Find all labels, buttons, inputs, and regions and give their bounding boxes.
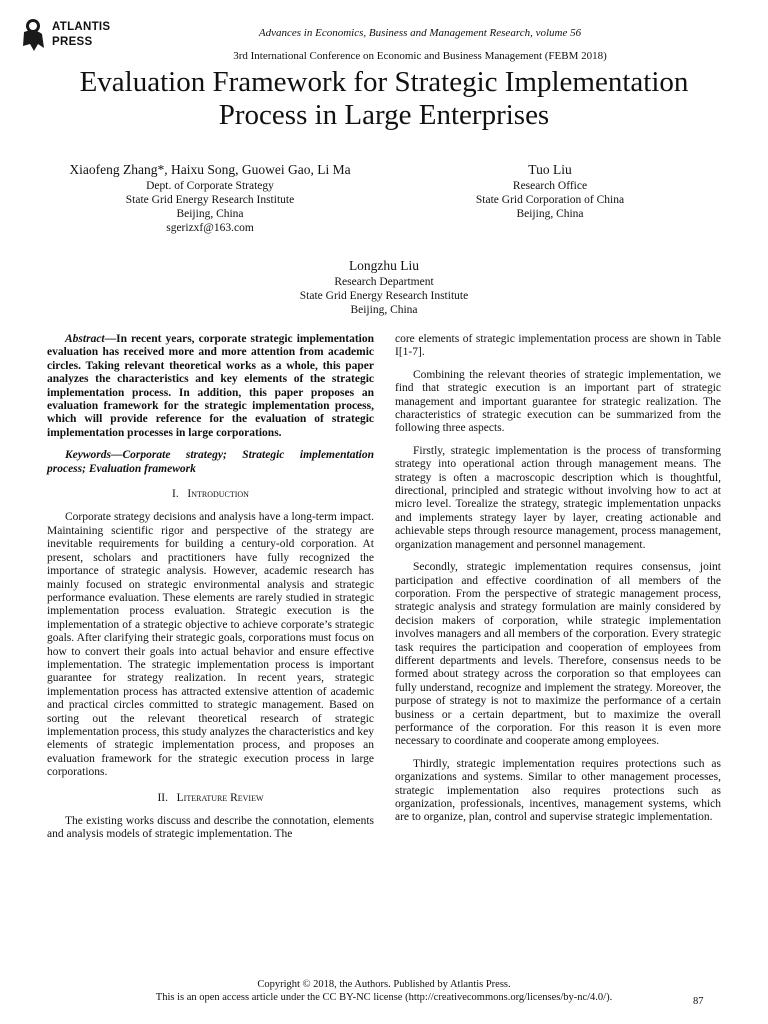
- body-paragraph: Combining the relevant theories of strategic implementation, we find that strategic execution is an important part of strategic management and important guarantee for strategic realization. The characteristics of strategic execution can be summarized from the following three aspects.: [395, 368, 721, 435]
- section-numeral: I.: [172, 488, 179, 501]
- copyright-line: Copyright © 2018, the Authors. Published by Atlantis Press.: [257, 979, 511, 990]
- keywords-text: —Corporate strategy; Strategic implementation process; Evaluation framework: [47, 449, 374, 475]
- author-block-1: [40, 161, 380, 235]
- author-dept: Research Office: [512, 180, 588, 192]
- abstract: [47, 333, 374, 440]
- logo-line2: PRESS: [52, 36, 93, 48]
- page-footer: [60, 978, 708, 1004]
- title-line1: Evaluation Framework for Strategic Implementation: [79, 66, 689, 98]
- author-city: Beijing, China: [350, 304, 418, 316]
- author-org: State Grid Energy Research Institute: [125, 194, 295, 206]
- license-line: This is an open access article under the CC BY-NC license (http://creativecommons.org/licenses/by-nc/4.0/).: [155, 992, 613, 1003]
- section-title: Introduction: [187, 488, 249, 501]
- paper-title: [30, 66, 738, 132]
- title-line2: Process in Large Enterprises: [218, 99, 550, 131]
- literature-paragraph: The existing works discuss and describe the connotation, elements and analysis models of strategic implementation. The: [47, 815, 374, 841]
- author-dept: Dept. of Corporate Strategy: [146, 180, 274, 192]
- body-paragraph: Firstly, strategic implementation is the process of transforming strategy into operational action through management means. The strategy is often a macroscopic description which is thoughtful, directional, principled and strategic without involving how to act at micro level. Torealize the strategy, strategic implementation unpacks and implements strategy layer by layer, creating actionable and achievable steps through resource management, process management, organization management and personnel management.: [395, 444, 721, 551]
- intro-paragraph: Corporate strategy decisions and analysis have a long-term impact. Maintaining scientific rigor and perspective of the strategy are inevitable requirements for building a century-old corporation. At present, scholars and practitioners have fully recognized the importance of strategic analysis. However, academic research has mainly focused on strategic environmental analysis and strategic performance evaluation. These elements are rarely studied in strategic implementation process evaluation. Strategic execution is the implementation of a strategic objective to achieve corporate’s strategic goals. After clarifying their strategic goals, corporations must focus on how to convert their goals into actual behavior and ensure effective implementation. The strategic implementation process is important guarantee for strategy realization. In recent years, strategic implementation process has attracted extensive attention of academic and practical circles committed to strategic management. Based on sorting out the relevant theoretical research of strategic implementation process, this study analyzes the characteristics and key elements of strategic implementation process, and proposes an evaluation framework for the strategic execution process in large corporations.: [47, 511, 374, 779]
- author-city: Beijing, China: [176, 208, 244, 220]
- atlas-figure-icon: [20, 18, 48, 52]
- journal-header: Advances in Economics, Business and Management Research, volume 56: [258, 27, 582, 39]
- author-org: State Grid Corporation of China: [475, 194, 625, 206]
- publisher-logo: [20, 18, 120, 58]
- body-paragraph: Secondly, strategic implementation requires consensus, joint participation and effective coordination of all members of the corporation. From the perspective of strategic management process, strategic analysis and strategy formulation are mainly considered by decision makers of corporation, while strategic implementation involves managers and all members of the corporation. Every strategic task requires the participation and cooperation of employees from different departments and levels. Therefore, consensus needs to be formed about strategy across the corporation so that employees can fully understand, recognize and implement the strategy. Moreover, the purpose of strategy is not to maximize the performance of a certain business or a certain department, but to maximize the overall performance of the corporation. For this reason it is even more necessary to coordinate and cooperate among employees.: [395, 561, 721, 748]
- author-names: Xiaofeng Zhang*, Haixu Song, Guowei Gao, Li Ma: [69, 162, 351, 177]
- section-title: Literature Review: [176, 791, 264, 804]
- section-heading-literature: [47, 792, 374, 805]
- section-numeral: II.: [157, 791, 169, 804]
- author-block-2: [430, 161, 670, 221]
- keywords: [47, 449, 374, 476]
- author-org: State Grid Energy Research Institute: [299, 290, 469, 302]
- logo-line1: ATLANTIS: [52, 21, 111, 33]
- body-paragraph: core elements of strategic implementation process are shown in Table I[1-7].: [395, 333, 721, 359]
- abstract-label: Abstract: [65, 333, 105, 345]
- page-number: 87: [693, 996, 704, 1007]
- author-block-3: [234, 257, 534, 317]
- author-dept: Research Department: [334, 276, 434, 288]
- right-column: [395, 333, 721, 834]
- author-names: Longzhu Liu: [348, 258, 420, 273]
- section-heading-intro: [47, 488, 374, 501]
- author-city: Beijing, China: [516, 208, 584, 220]
- author-email: sgerizxf@163.com: [166, 222, 254, 234]
- abstract-text: —In recent years, corporate strategic implementation evaluation has received more and more attention from academic circles. Taking relevant theoretical works as a whole, this paper analyzes the characteristics and key elements of the strategic implementation process. In addition, this paper proposes an evaluation framework for the strategic implementation process, which will provide reference for the evaluation of strategic implementation processes in large corporations.: [47, 333, 374, 439]
- conference-header: 3rd International Conference on Economic and Business Management (FEBM 2018): [233, 50, 607, 62]
- left-column: [47, 333, 374, 851]
- body-paragraph: Thirdly, strategic implementation requires protections such as organizations and systems. Similar to other management processes, strategic implementation also requires protections such as organization, professionals, incentives, management systems, which are to organize, plan, control and supervise strategic implementation.: [395, 757, 721, 824]
- publisher-name: [52, 20, 110, 50]
- author-names: Tuo Liu: [528, 162, 572, 177]
- keywords-label: Keywords: [65, 449, 111, 462]
